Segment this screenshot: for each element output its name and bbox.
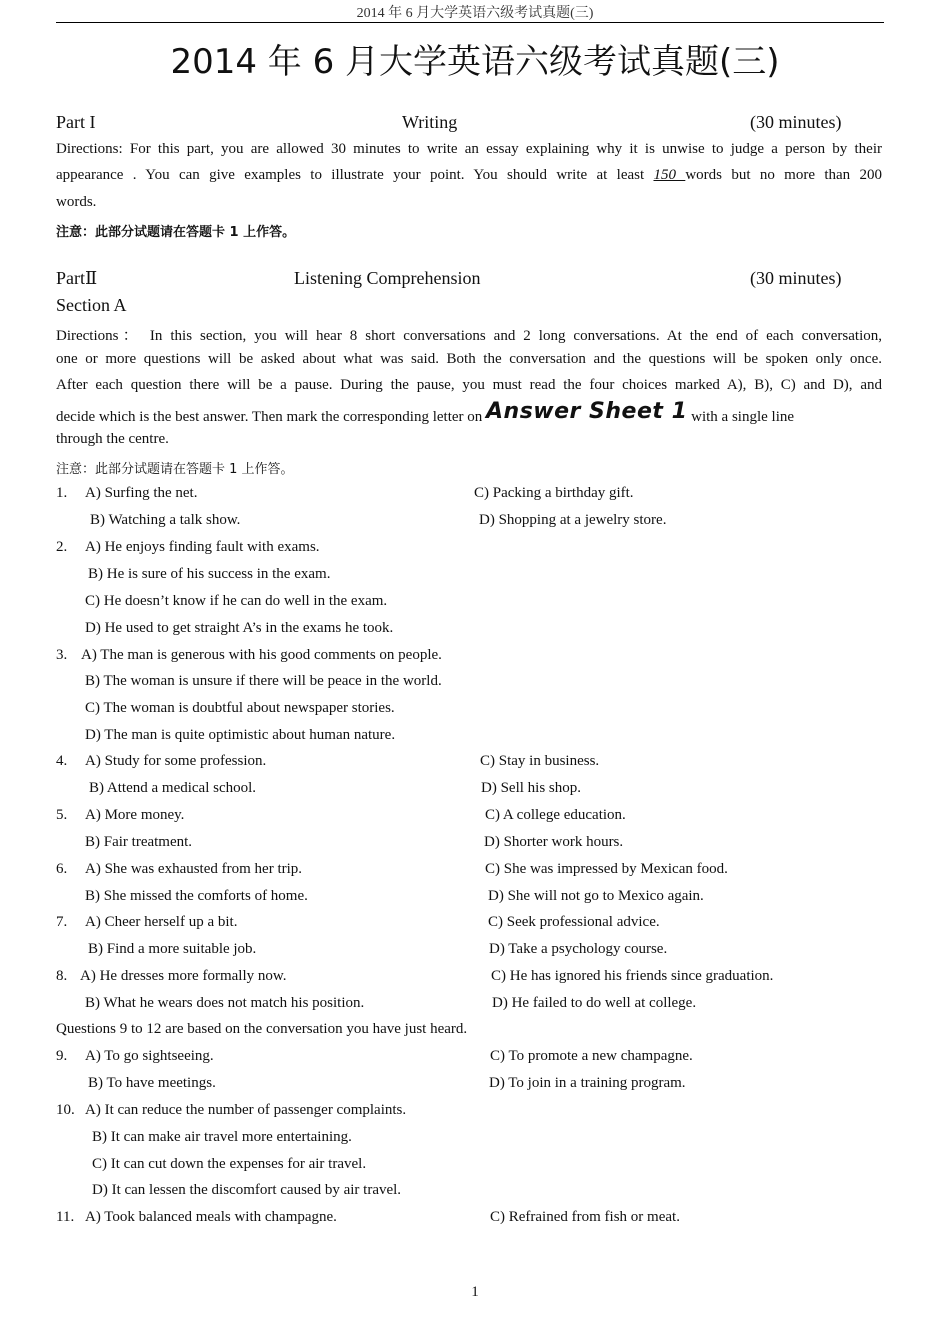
option-b: B) Fair treatment. — [85, 834, 193, 850]
option-c: C) The woman is doubtful about newspaper stories. — [85, 700, 395, 716]
part2-line4-b: with a single line — [687, 409, 795, 425]
part1-directions-line2 — [56, 167, 882, 184]
option-d: D) The man is quite optimistic about human nature. — [85, 727, 396, 743]
part1-label: Part I — [56, 112, 96, 132]
option-c: C) Stay in business. — [480, 753, 600, 769]
option-c: C) He doesn’t know if he can do well in the exam. — [85, 593, 388, 609]
part2-time: (30 minutes) — [750, 268, 842, 288]
part1-directions-line1: Directions: For this part, you are allowed 30 minutes to write an essay explaining why it is unwise to judge a person by their — [56, 141, 882, 157]
option-c: C) Refrained from fish or meat. — [490, 1209, 680, 1225]
question-number: 7. — [56, 914, 68, 930]
option-d: D) Shopping at a jewelry store. — [479, 512, 667, 528]
option-a: A) To go sightseeing. — [85, 1048, 214, 1064]
answer-sheet-label: Answer Sheet 1 — [486, 399, 688, 424]
question-number: 1. — [56, 485, 68, 501]
option-d: D) He failed to do well at college. — [492, 995, 697, 1011]
section-a-heading: Section A — [56, 295, 127, 315]
option-d: D) He used to get straight A’s in the exams he took. — [85, 620, 394, 636]
option-d: D) Shorter work hours. — [484, 834, 624, 850]
part2-title: Listening Comprehension — [294, 268, 481, 288]
option-c: C) Seek professional advice. — [488, 914, 660, 930]
option-c: C) Packing a birthday gift. — [474, 485, 634, 501]
part2-note: 注意：此部分试题请在答题卡 1 上作答。 — [56, 462, 294, 477]
option-b: B) The woman is unsure if there will be peace in the world. — [85, 673, 442, 689]
question-number: 6. — [56, 861, 68, 877]
option-b: B) Find a more suitable job. — [88, 941, 257, 957]
min-word-count: 150 — [653, 167, 686, 183]
option-b: B) What he wears does not match his position. — [85, 995, 365, 1011]
option-d: D) It can lessen the discomfort caused by air travel. — [92, 1182, 402, 1198]
part1-time: (30 minutes) — [750, 112, 842, 132]
part1-directions-line3: words. — [56, 194, 97, 210]
conversation-note: Questions 9 to 12 are based on the conversation you have just heard. — [56, 1021, 468, 1037]
part2-directions-line1: Directions： In this section, you will hear 8 short conversations and 2 long conversations. At the end of each conversation, — [56, 328, 882, 344]
question-number: 5. — [56, 807, 68, 823]
part2-directions-line3: After each question there will be a pause. During the pause, you must read the four choices marked A), B), C) and D), and — [56, 377, 882, 393]
option-b: B) Attend a medical school. — [89, 780, 257, 796]
question-number: 9. — [56, 1048, 68, 1064]
question-number: 11. — [56, 1209, 75, 1225]
option-b: B) Watching a talk show. — [90, 512, 241, 528]
option-c: C) She was impressed by Mexican food. — [485, 861, 728, 877]
option-a: A) Study for some profession. — [85, 753, 267, 769]
question-number: 2. — [56, 539, 68, 555]
option-b: B) It can make air travel more entertaining. — [92, 1129, 352, 1145]
option-a: A) He enjoys finding fault with exams. — [85, 539, 320, 555]
option-a: A) Surfing the net. — [85, 485, 198, 501]
part2-label: PartⅡ — [56, 268, 98, 288]
question-number: 3. — [56, 647, 68, 663]
option-b: B) To have meetings. — [88, 1075, 216, 1091]
option-d: D) She will not go to Mexico again. — [488, 888, 704, 904]
option-b: B) She missed the comforts of home. — [85, 888, 308, 904]
option-a: A) More money. — [85, 807, 185, 823]
option-a: A) Cheer herself up a bit. — [85, 914, 238, 930]
option-c: C) To promote a new champagne. — [490, 1048, 693, 1064]
option-a: A) It can reduce the number of passenger complaints. — [85, 1102, 407, 1118]
option-d: D) Take a psychology course. — [489, 941, 668, 957]
option-a: A) The man is generous with his good comments on people. — [81, 647, 442, 663]
option-d: D) Sell his shop. — [481, 780, 582, 796]
option-c: C) A college education. — [485, 807, 626, 823]
part2-directions-line2: one or more questions will be asked about what was said. Both the conversation and the questions will be spoken only once. — [56, 351, 882, 367]
question-number: 4. — [56, 753, 68, 769]
page-number: 1 — [471, 1284, 479, 1300]
option-b: B) He is sure of his success in the exam. — [88, 566, 331, 582]
part2-line4-a: decide which is the best answer. Then mark the corresponding letter on — [56, 409, 487, 425]
question-number: 8. — [56, 968, 68, 984]
page-title: 2014 年 6 月大学英语六级考试真题(三) — [170, 42, 780, 82]
question-number: 10. — [56, 1102, 75, 1118]
option-c: C) It can cut down the expenses for air travel. — [92, 1156, 367, 1172]
part1-line2-b: words but no more than 200 — [685, 167, 882, 183]
option-a: A) She was exhausted from her trip. — [85, 861, 303, 877]
part1-title: Writing — [402, 112, 458, 132]
option-c: C) He has ignored his friends since graduation. — [491, 968, 774, 984]
option-a: A) Took balanced meals with champagne. — [85, 1209, 337, 1225]
part1-note: 注意：此部分试题请在答题卡 1 上作答。 — [56, 225, 296, 240]
running-header: 2014 年 6 月大学英语六级考试真题(三) — [356, 6, 594, 21]
part2-directions-line4 — [56, 399, 795, 427]
part2-directions-line5: through the centre. — [56, 431, 169, 447]
header-rule — [56, 22, 884, 23]
part1-line2-a: appearance . You can give examples to illustrate your point. You should write at least — [56, 167, 654, 183]
option-a: A) He dresses more formally now. — [80, 968, 287, 984]
option-d: D) To join in a training program. — [489, 1075, 686, 1091]
